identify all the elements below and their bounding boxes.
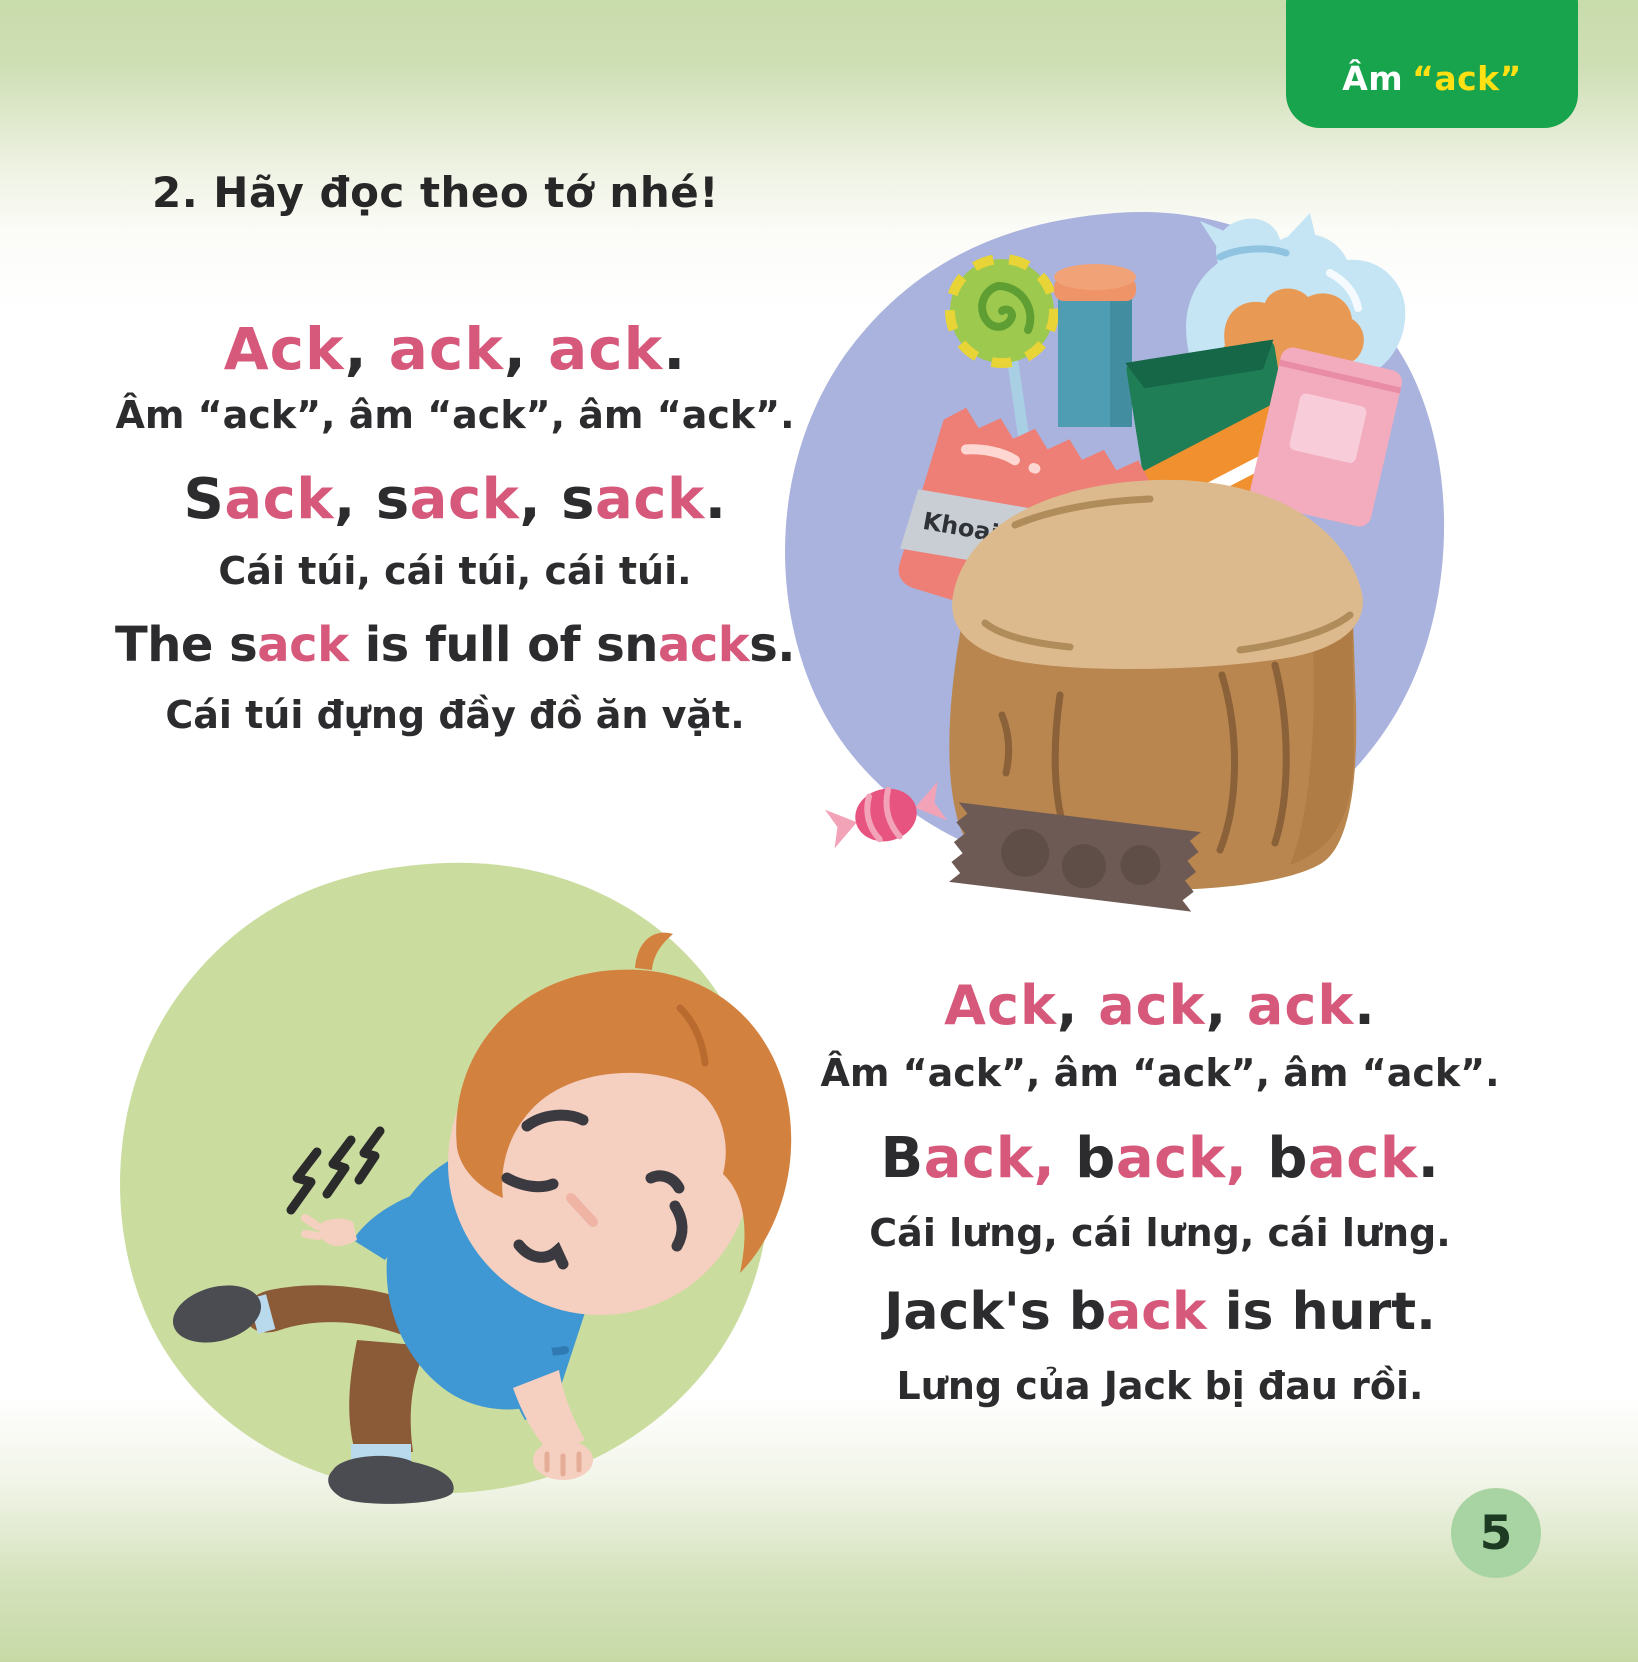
phonics-line: Back, back, back. xyxy=(880,1125,1440,1191)
rhyme-block-sack xyxy=(55,316,855,739)
page-number-badge xyxy=(1451,1488,1541,1578)
page-number: 5 xyxy=(1479,1505,1513,1561)
translation-line: Cái túi, cái túi, cái túi. xyxy=(218,548,692,593)
snack-sack-illustration xyxy=(770,195,1470,915)
phonics-line: Sack, sack, sack. xyxy=(183,467,727,533)
phonics-line: Jack's back is hurt. xyxy=(884,1281,1436,1342)
badge-sound-label: “ack” xyxy=(1412,59,1522,98)
phonics-line: The sack is full of snacks. xyxy=(114,617,796,674)
sound-badge xyxy=(1286,0,1578,128)
chips-label: Khoai xyxy=(920,506,1001,548)
translation-line: Cái túi đựng đầy đồ ăn vặt. xyxy=(165,693,745,738)
translation-line: Lưng của Jack bị đau rồi. xyxy=(896,1364,1424,1409)
phonics-line: Ack, ack, ack. xyxy=(944,974,1376,1037)
translation-line: Cái lưng, cái lưng, cái lưng. xyxy=(869,1211,1451,1256)
section-heading: 2. Hãy đọc theo tớ nhé! xyxy=(152,168,719,217)
phonics-line: Ack, ack, ack. xyxy=(223,315,687,383)
can xyxy=(1054,264,1136,427)
rhyme-block-back xyxy=(800,975,1520,1410)
translation-line: Âm “ack”, âm “ack”, âm “ack”. xyxy=(820,1051,1500,1096)
translation-line: Âm “ack”, âm “ack”, âm “ack”. xyxy=(115,392,795,437)
boy-illustration xyxy=(95,848,795,1548)
badge-prefix-label: Âm xyxy=(1342,59,1404,98)
